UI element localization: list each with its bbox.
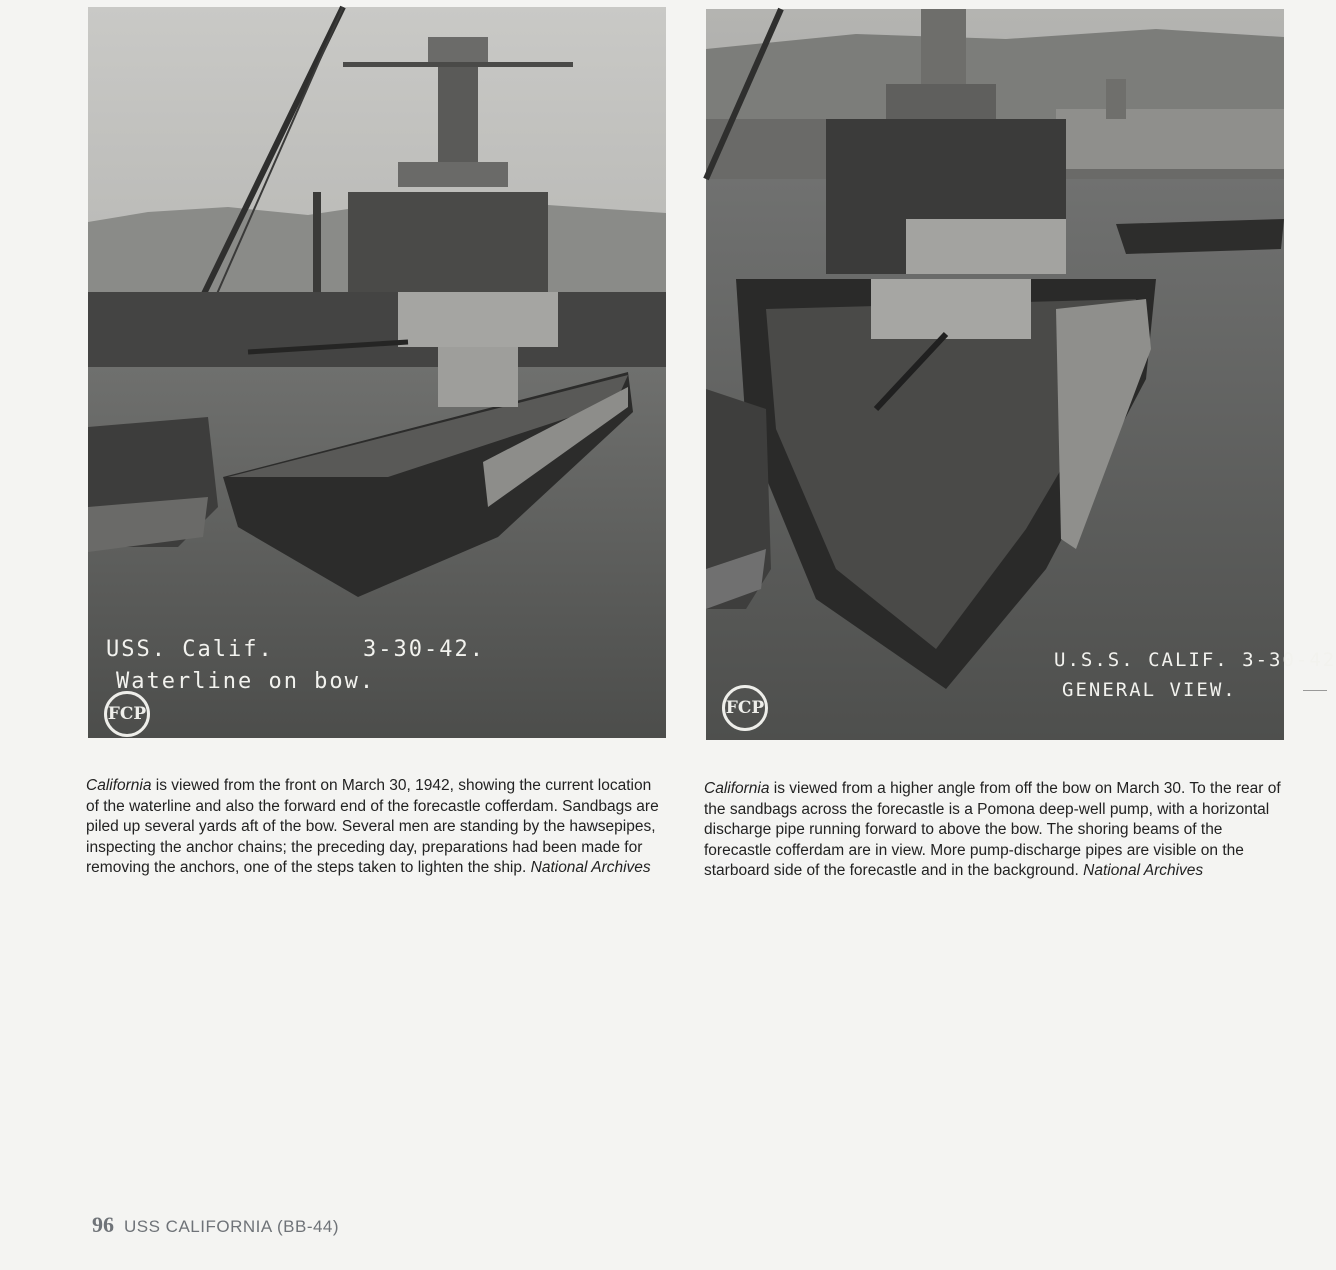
- photo-right: [706, 9, 1336, 740]
- photo-annotation-line2: Waterline on bow.: [116, 669, 376, 694]
- photo-left: [88, 7, 666, 738]
- photo-annotation-line1-b: 3-30-42.: [363, 637, 485, 662]
- caption-body: is viewed from a higher angle from off the bow on March 30. To the rear of the sandbags across the forecastle is a Pomona deep-well pump, with a horizontal discharge pipe running forward to above the bow. The shoring beams of the forecastle cofferdam are in view. More pump-discharge pipes are visible on the starboard side of the forecastle and in the background.: [704, 780, 1281, 879]
- fcp-stamp: FCP: [722, 685, 768, 731]
- caption-ship-name: California: [704, 780, 770, 797]
- caption-body: is viewed from the front on March 30, 1942, showing the current location of the waterline and also the forward end of the forecastle cofferdam. Sandbags are piled up several yards aft of the bow. Several men are standing by the hawsepipes, inspecting the anchor chains; the preceding day, preparations had been made for removing the anchors, one of the steps taken to lighten the ship.: [86, 777, 659, 876]
- photo-annotation-line1: U.S.S. CALIF. 3-30-42: [1054, 649, 1336, 671]
- margin-mark: [1303, 690, 1327, 691]
- running-title: USS CALIFORNIA (BB-44): [124, 1217, 340, 1236]
- ship-general-view-photo: [706, 9, 1284, 740]
- photo-annotation-line1-a: USS. Calif.: [106, 637, 274, 662]
- caption-ship-name: California: [86, 777, 152, 794]
- caption-credit: National Archives: [1083, 862, 1204, 879]
- page-number: 96: [92, 1212, 114, 1237]
- caption-left: [86, 776, 666, 879]
- ship-bow-waterline-photo: [88, 7, 666, 738]
- fcp-stamp: FCP: [104, 691, 150, 737]
- photo-annotation-line2: GENERAL VIEW.: [1062, 679, 1237, 701]
- caption-right: [704, 779, 1286, 882]
- caption-credit: National Archives: [530, 859, 651, 876]
- page-footer: [92, 1212, 339, 1238]
